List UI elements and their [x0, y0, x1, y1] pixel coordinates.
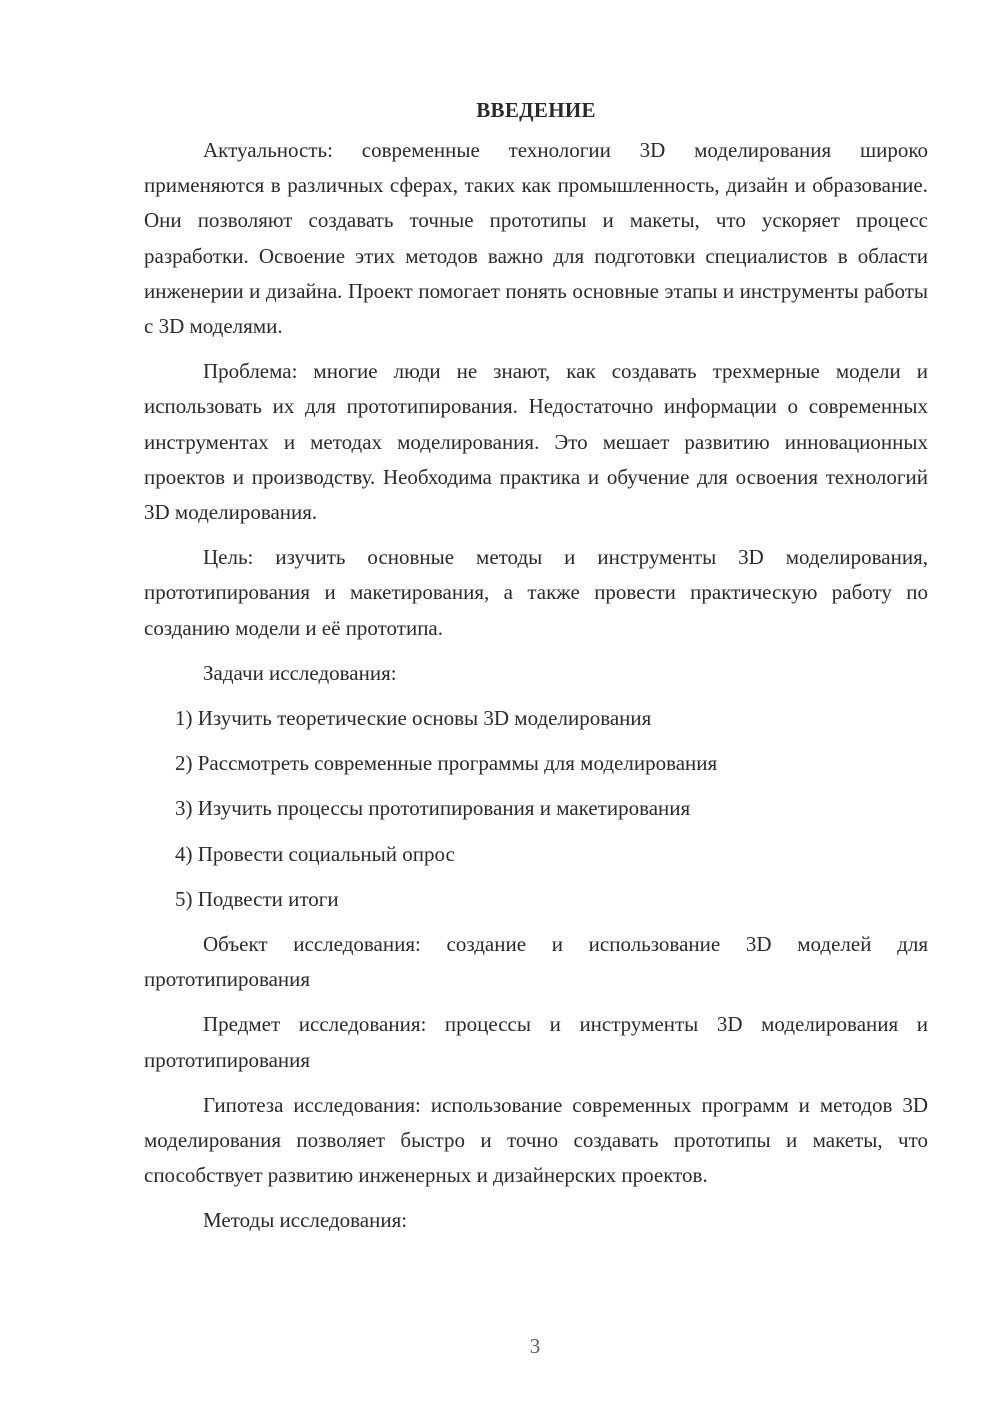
tasks-list — [144, 701, 928, 917]
task-item: 5) Подвести итоги — [175, 886, 339, 911]
methods-heading: Методы исследования: — [203, 1208, 408, 1233]
object-paragraph: Объект исследования: создание и использование 3D моделей для прототипирования — [144, 932, 928, 992]
task-item: 4) Провести социальный опрос — [175, 841, 455, 866]
subject-paragraph: Предмет исследования: процессы и инструменты 3D моделирования и прототипирования — [144, 1012, 928, 1072]
page-content — [144, 96, 928, 1249]
task-item: 3) Изучить процессы прототипирования и макетирования — [175, 796, 691, 821]
goal-paragraph: Цель: изучить основные методы и инструменты 3D моделирования, прототипирования и макетирования, а также провести практическую работу по созданию модели и её прототипа. — [144, 545, 928, 640]
problem-paragraph: Проблема: многие люди не знают, как создавать трехмерные модели и использовать их для прототипирования. Недостаточно информации о современных инструментах и методах моделирования. Это мешает развитию инновационных проектов и производству. Необходима практика и обучение для освоения технологий 3D моделирования. — [144, 359, 928, 525]
hypothesis-paragraph: Гипотеза исследования: использование современных программ и методов 3D моделирования позволяет быстро и точно создавать прототипы и макеты, что способствует развитию инженерных и дизайнерских проектов. — [144, 1092, 928, 1188]
page-number: 3 — [529, 1334, 541, 1358]
relevance-paragraph: Актуальность: современные технологии 3D моделирования широко применяются в различных сферах, таких как промышленность, дизайн и образование. Они позволяют создавать точные прототипы и макеты, что ускоряет процесс разработки. Освоение этих методов важно для подготовки специалистов в области инженерии и дизайна. Проект помогает понять основные этапы и инструменты работы с 3D моделями. — [144, 138, 928, 339]
section-title: ВВЕДЕНИЕ — [476, 98, 596, 122]
task-item: 1) Изучить теоретические основы 3D моделирования — [175, 706, 652, 731]
task-item: 2) Рассмотреть современные программы для моделирования — [175, 751, 718, 776]
tasks-heading: Задачи исследования: — [203, 660, 397, 685]
